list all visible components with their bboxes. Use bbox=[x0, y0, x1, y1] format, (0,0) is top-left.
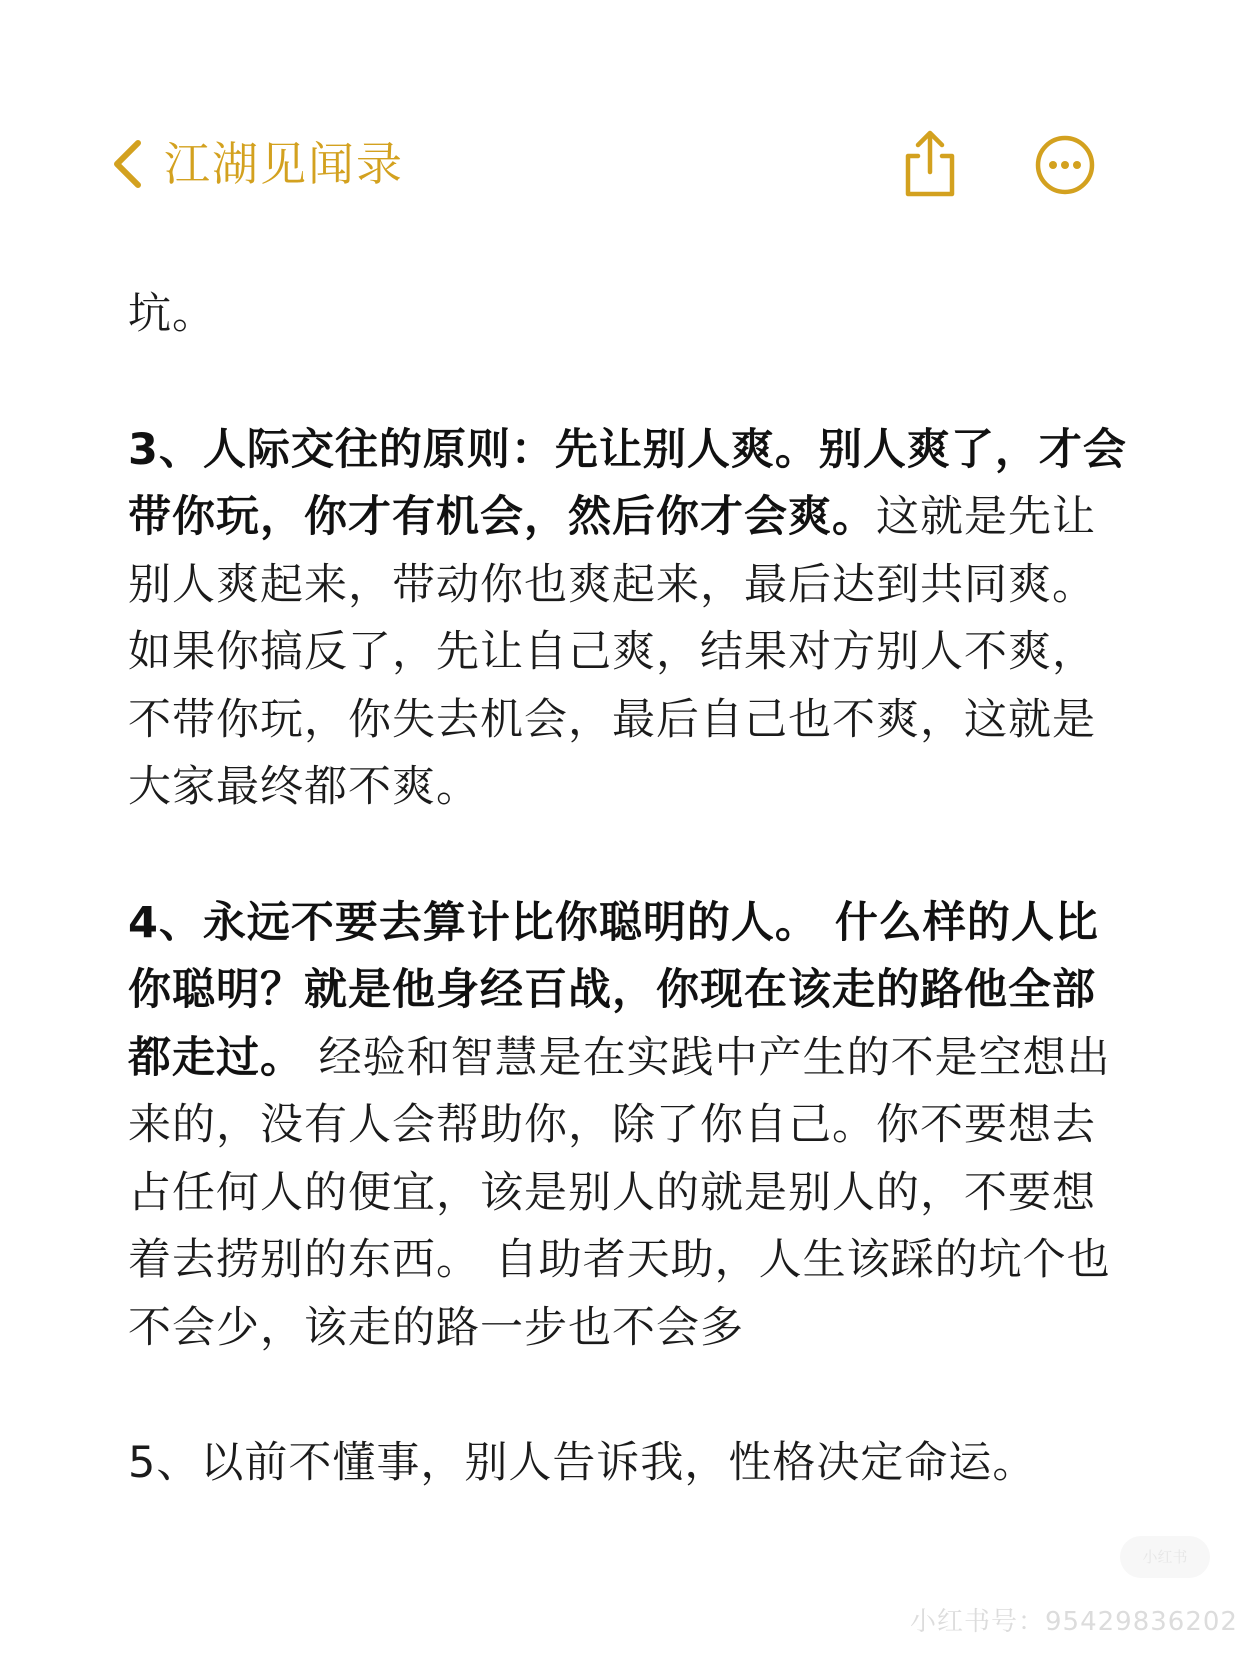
back-button[interactable] bbox=[112, 128, 404, 200]
note-point-5: 5、以前不懂事，别人告诉我，性格决定命运。 bbox=[128, 1438, 1037, 1488]
navigation-bar bbox=[0, 0, 1242, 260]
point-3-heading: 3、人际交往的原则：先让别人爽。别人爽了，才会带你玩，你才有机会，然后你才会爽。 bbox=[128, 424, 1127, 542]
ellipsis-circle-icon bbox=[1034, 134, 1096, 196]
note-body[interactable] bbox=[128, 281, 1138, 1498]
watermark-logo: 小红书 bbox=[1120, 1536, 1210, 1578]
watermark-id: 小红书号：95429836202 bbox=[910, 1607, 1238, 1637]
folder-title: 江湖见闻录 bbox=[164, 137, 404, 191]
point-3-text: 这就是先让别人爽起来，带动你也爽起来，最后达到共同爽。如果你搞反了，先让自己爽，结果对方别人不爽，不带你玩，你失去机会，最后自己也不爽，这就是大家最终都不爽。 bbox=[128, 492, 1096, 812]
point-4-heading: 4、永远不要去算计比你聪明的人。 什么样的人比你聪明？就是他身经百战，你现在该走的路他全部都走过。 bbox=[128, 897, 1099, 1083]
chevron-left-icon bbox=[112, 139, 142, 189]
note-intro: 坑。 bbox=[128, 289, 216, 339]
point-4-text: 经验和智慧是在实践中产生的不是空想出来的，没有人会帮助你，除了你自己。你不要想去占任何人的便宜，该是别人的就是别人的，不要想着去捞别的东西。 自助者天助，人生该踩的坑个也不会少，该走的路一步也不会多 bbox=[128, 1032, 1111, 1353]
more-options-button[interactable] bbox=[1034, 134, 1096, 196]
share-icon bbox=[898, 128, 962, 200]
note-point-4 bbox=[128, 890, 1138, 1363]
share-button[interactable] bbox=[898, 128, 962, 200]
note-point-3 bbox=[128, 417, 1138, 822]
